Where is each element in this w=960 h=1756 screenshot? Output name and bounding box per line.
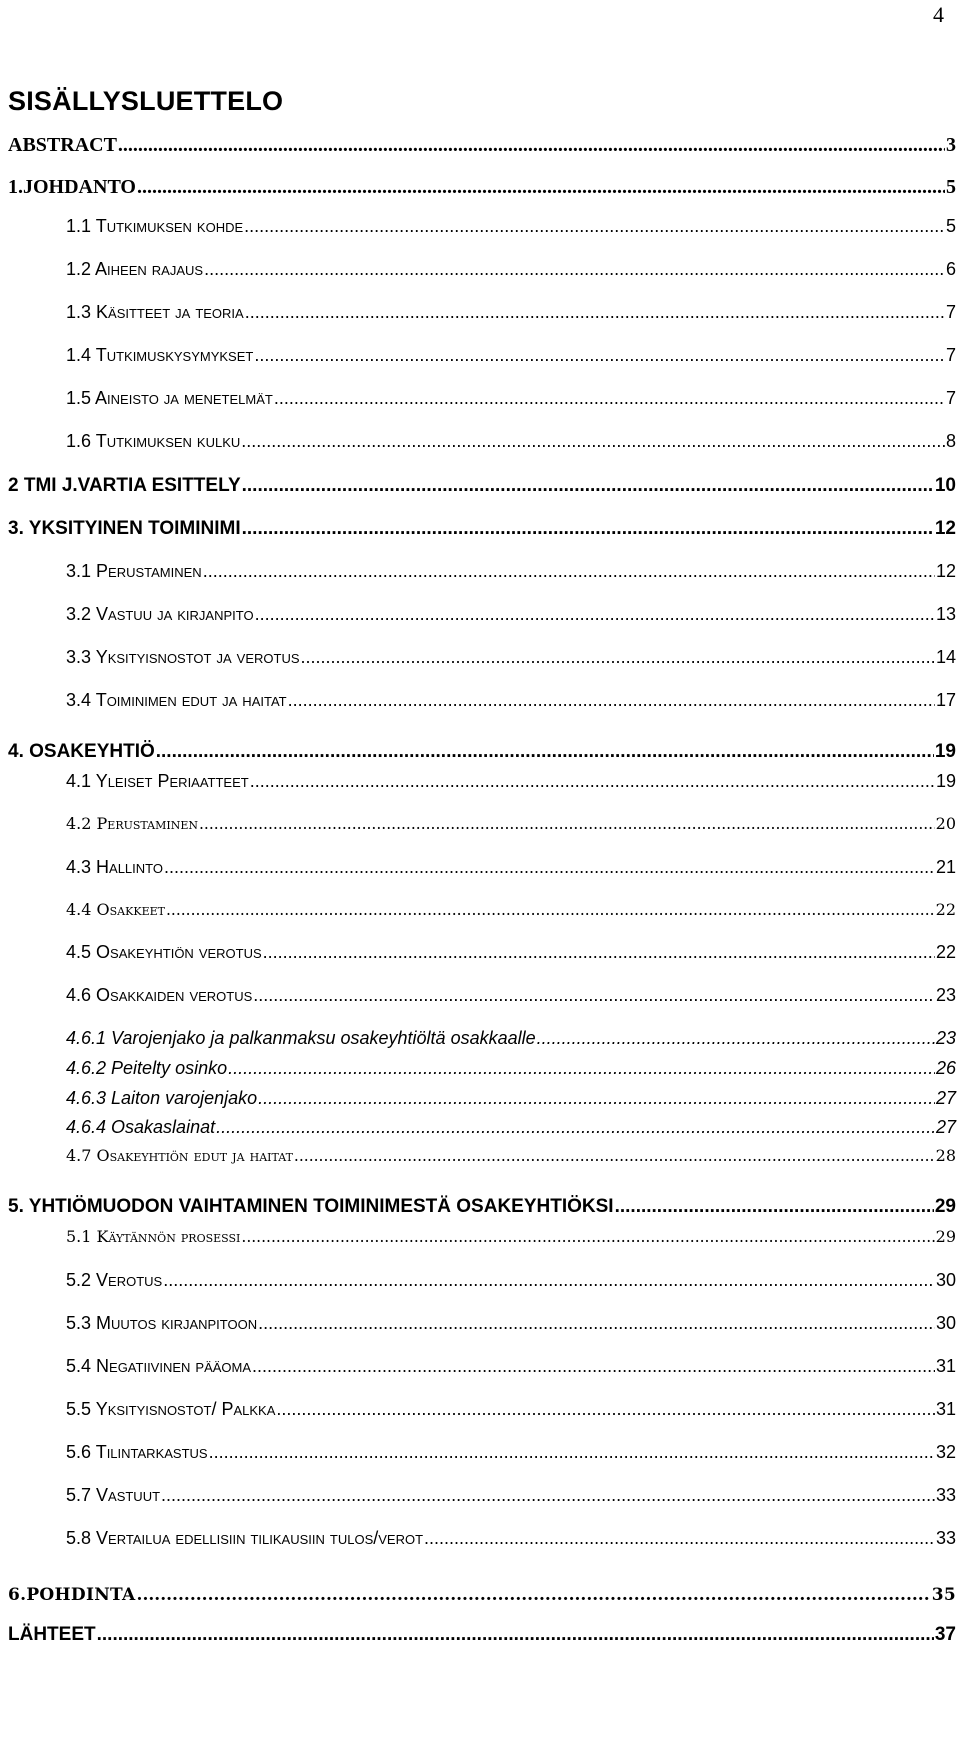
toc-entry-page: 31 bbox=[935, 1399, 956, 1419]
toc-entry[interactable] bbox=[66, 388, 956, 409]
toc-entry[interactable] bbox=[66, 1117, 956, 1138]
toc-entry[interactable] bbox=[66, 561, 956, 582]
toc-entry-title: LÄHTEET bbox=[8, 1624, 96, 1645]
toc-entry-title: 4.3 Hallinto bbox=[66, 857, 163, 877]
dot-leader bbox=[288, 690, 935, 711]
toc-entry[interactable] bbox=[66, 1058, 956, 1079]
toc-entry-page: 13 bbox=[935, 604, 956, 624]
toc-entry-title: 4.2 Perustaminen bbox=[66, 814, 198, 833]
dot-leader bbox=[276, 1399, 935, 1420]
dot-leader bbox=[164, 857, 935, 878]
toc-entry[interactable] bbox=[66, 604, 956, 625]
dot-leader bbox=[241, 431, 945, 452]
toc-entry-page: 21 bbox=[935, 857, 956, 877]
toc-entry-page: 14 bbox=[935, 647, 956, 667]
dot-leader bbox=[166, 901, 935, 919]
dot-leader bbox=[258, 1088, 935, 1109]
toc-entry-title: 1.5 Aineisto ja menetelmät bbox=[66, 388, 273, 408]
toc-entry-page: 23 bbox=[935, 985, 956, 1005]
toc-entry-title: 3.1 Perustaminen bbox=[66, 561, 202, 581]
dot-leader bbox=[250, 771, 935, 792]
toc-entry[interactable] bbox=[66, 259, 956, 280]
toc-entry-title: ABSTRACT bbox=[8, 134, 117, 156]
toc-entry-page: 29 bbox=[934, 1196, 956, 1217]
toc-entry[interactable] bbox=[66, 1270, 956, 1291]
toc-entry-page: 20 bbox=[935, 814, 956, 833]
toc-entry-page: 31 bbox=[935, 1356, 956, 1376]
toc-entry-title: 2 TMI J.VARTIA ESITTELY bbox=[8, 475, 241, 496]
dot-leader bbox=[137, 1585, 931, 1605]
toc-entry-title: 3.3 Yksityisnostot ja verotus bbox=[66, 647, 300, 667]
toc-entry-title: 4.4 Osakkeet bbox=[66, 900, 165, 919]
toc-entry-title: 4.6.4 Osakaslainat bbox=[66, 1117, 216, 1137]
toc-entry-page: 33 bbox=[935, 1485, 956, 1505]
dot-leader bbox=[263, 942, 935, 963]
toc-entry-page: 27 bbox=[935, 1117, 956, 1137]
toc-entry-title: 4.6.2 Peitelty osinko bbox=[66, 1058, 228, 1078]
toc-entry-title: 5.1 Käytännön prosessi bbox=[66, 1227, 241, 1246]
toc-entry[interactable] bbox=[8, 475, 956, 497]
toc-entry-title: 1.JOHDANTO bbox=[8, 176, 136, 198]
toc-entry-title: 5.6 Tilintarkastus bbox=[66, 1442, 208, 1462]
toc-entry-title: 1.4 Tutkimuskysymykset bbox=[66, 345, 254, 365]
toc-entry[interactable] bbox=[8, 741, 956, 763]
toc-entry[interactable] bbox=[66, 1028, 956, 1049]
toc-entry[interactable] bbox=[66, 857, 956, 878]
dot-leader bbox=[242, 475, 934, 497]
dot-leader bbox=[255, 604, 935, 625]
dot-leader bbox=[228, 1058, 935, 1079]
toc-entry-title: 5.3 Muutos kirjanpitoon bbox=[66, 1313, 258, 1333]
dot-leader bbox=[204, 259, 945, 280]
toc-entry[interactable] bbox=[66, 302, 956, 323]
toc-entry-title: 3. YKSITYINEN TOIMINIMI bbox=[8, 518, 241, 539]
toc-entry[interactable] bbox=[66, 1356, 956, 1377]
toc-entry-page: 7 bbox=[945, 345, 956, 365]
toc-entry-page: 27 bbox=[935, 1088, 956, 1108]
toc-entry[interactable] bbox=[66, 1399, 956, 1420]
toc-entry-page: 22 bbox=[935, 900, 956, 919]
toc-entry[interactable] bbox=[66, 690, 956, 711]
toc-entry-title: 1.2 Aiheen rajaus bbox=[66, 259, 204, 279]
toc-entry[interactable] bbox=[66, 1146, 956, 1165]
toc-entry-title: 4.7 Osakeyhtiön edut ja haitat bbox=[66, 1146, 293, 1165]
dot-leader bbox=[245, 302, 945, 323]
toc-entry-page: 6 bbox=[945, 259, 956, 279]
dot-leader bbox=[244, 216, 945, 237]
toc-entry-title: 4.1 Yleiset Periaatteet bbox=[66, 771, 249, 791]
dot-leader bbox=[537, 1028, 935, 1049]
toc-entry-page: 5 bbox=[946, 176, 956, 198]
toc-entry[interactable] bbox=[8, 1196, 956, 1218]
toc-entry-page: 30 bbox=[935, 1270, 956, 1290]
dot-leader bbox=[253, 985, 935, 1006]
toc-entry-page: 33 bbox=[935, 1528, 956, 1548]
dot-leader bbox=[274, 388, 945, 409]
toc-entry[interactable] bbox=[66, 1227, 956, 1246]
toc-entry-title: 4.6 Osakkaiden verotus bbox=[66, 985, 253, 1005]
toc-entry-page: 19 bbox=[935, 771, 956, 791]
dot-leader bbox=[294, 1147, 935, 1165]
toc-entry-title: 1.1 Tutkimuksen kohde bbox=[66, 216, 244, 236]
toc-entry-title: 5.5 Yksityisnostot/ Palkka bbox=[66, 1399, 276, 1419]
toc-entry-page: 26 bbox=[935, 1058, 956, 1078]
toc-entry-title: 4.6.3 Laiton varojenjako bbox=[66, 1088, 258, 1108]
toc-entry-page: 37 bbox=[934, 1624, 956, 1645]
toc-entry-page: 3 bbox=[946, 134, 956, 156]
toc-entry-title: 6.POHDINTA bbox=[8, 1585, 136, 1605]
toc-entry-page: 17 bbox=[935, 690, 956, 710]
toc-entry-page: 29 bbox=[935, 1227, 956, 1246]
toc-entry[interactable] bbox=[66, 216, 956, 237]
toc-entry-page: 7 bbox=[945, 302, 956, 322]
toc-entry[interactable] bbox=[66, 1485, 956, 1506]
dot-leader bbox=[163, 1270, 935, 1291]
toc-entry[interactable] bbox=[66, 431, 956, 452]
toc-entry-title: 5.8 Vertailua edellisiin tilikausiin tulos/verot bbox=[66, 1528, 424, 1548]
toc-entry-page: 35 bbox=[931, 1585, 956, 1605]
toc-entry-title: 1.3 Käsitteet ja teoria bbox=[66, 302, 244, 322]
toc-entry-title: 3.4 Toiminimen edut ja haitat bbox=[66, 690, 287, 710]
toc-entry-title: 5.7 Vastuut bbox=[66, 1485, 161, 1505]
toc-entry[interactable] bbox=[8, 176, 956, 199]
toc-entry[interactable] bbox=[66, 1442, 956, 1463]
dot-leader bbox=[137, 176, 945, 199]
toc-entry[interactable] bbox=[66, 985, 956, 1006]
toc-entry-title: 4. OSAKEYHTIÖ bbox=[8, 741, 155, 762]
dot-leader bbox=[161, 1485, 935, 1506]
toc-entry[interactable] bbox=[66, 647, 956, 668]
dot-leader bbox=[241, 1228, 934, 1246]
toc-entry[interactable] bbox=[8, 1585, 956, 1605]
toc-entry[interactable] bbox=[66, 1088, 956, 1109]
dot-leader bbox=[254, 345, 945, 366]
toc-entry-title: 1.6 Tutkimuksen kulku bbox=[66, 431, 241, 451]
toc-entry-title: 4.5 Osakeyhtiön verotus bbox=[66, 942, 262, 962]
toc-entry-page: 23 bbox=[935, 1028, 956, 1048]
page-number: 4 bbox=[933, 2, 944, 27]
toc-entry[interactable] bbox=[66, 900, 956, 919]
toc-entry-page: 7 bbox=[945, 388, 956, 408]
toc-entry[interactable] bbox=[66, 345, 956, 366]
toc-entry-page: 19 bbox=[934, 741, 956, 762]
dot-leader bbox=[242, 518, 934, 540]
dot-leader bbox=[216, 1117, 935, 1138]
dot-leader bbox=[424, 1528, 935, 1549]
toc-entry[interactable] bbox=[66, 1313, 956, 1334]
toc-entry-page: 30 bbox=[935, 1313, 956, 1333]
toc-entry-page: 12 bbox=[935, 561, 956, 581]
dot-leader bbox=[258, 1313, 935, 1334]
toc-entry-page: 12 bbox=[934, 518, 956, 539]
dot-leader bbox=[199, 815, 935, 833]
toc-entry[interactable] bbox=[66, 771, 956, 792]
dot-leader bbox=[301, 647, 935, 668]
toc-entry-title: 4.6.1 Varojenjako ja palkanmaksu osakeyhtiöltä osakkaalle bbox=[66, 1028, 536, 1048]
toc-entry[interactable] bbox=[66, 1528, 956, 1549]
dot-leader bbox=[209, 1442, 935, 1463]
toc-entry-page: 10 bbox=[934, 475, 956, 496]
toc-entry[interactable] bbox=[66, 942, 956, 963]
dot-leader bbox=[615, 1196, 934, 1218]
dot-leader bbox=[118, 134, 945, 157]
toc-heading: SISÄLLYSLUETTELO bbox=[8, 86, 284, 116]
toc-entry-title: 5.4 Negatiivinen pääoma bbox=[66, 1356, 252, 1376]
toc-entry-page: 5 bbox=[945, 216, 956, 236]
toc-entry-page: 28 bbox=[935, 1146, 956, 1165]
toc-entry[interactable] bbox=[8, 134, 956, 157]
dot-leader bbox=[156, 741, 934, 763]
toc-entry-page: 32 bbox=[935, 1442, 956, 1462]
toc-entry-page: 8 bbox=[945, 431, 956, 451]
dot-leader bbox=[97, 1624, 934, 1646]
toc-entry-page: 22 bbox=[935, 942, 956, 962]
toc-entry-title: 5.2 Verotus bbox=[66, 1270, 163, 1290]
toc-entry-title: 5. YHTIÖMUODON VAIHTAMINEN TOIMINIMESTÄ OSAKEYHTIÖKSI bbox=[8, 1196, 614, 1217]
dot-leader bbox=[252, 1356, 935, 1377]
dot-leader bbox=[203, 561, 935, 582]
toc-entry[interactable] bbox=[8, 518, 956, 540]
toc-entry-title: 3.2 Vastuu ja kirjanpito bbox=[66, 604, 254, 624]
toc-entry[interactable] bbox=[66, 814, 956, 833]
toc-entry[interactable] bbox=[8, 1624, 956, 1646]
